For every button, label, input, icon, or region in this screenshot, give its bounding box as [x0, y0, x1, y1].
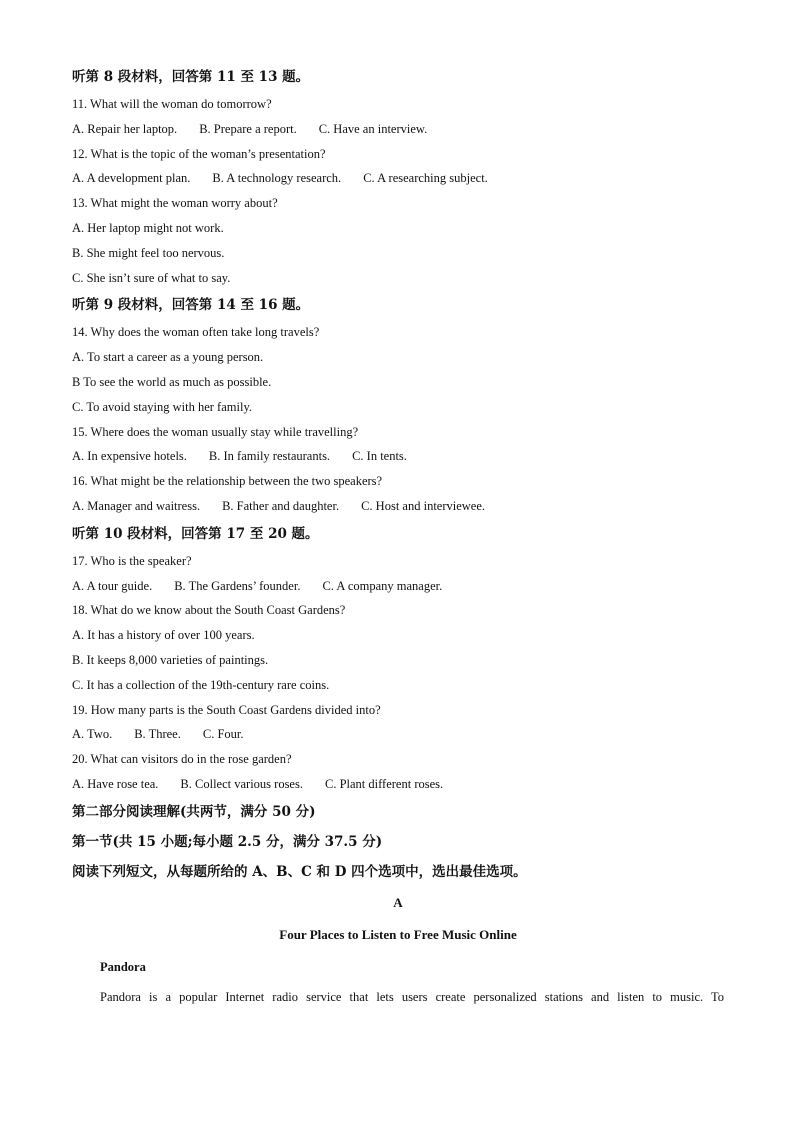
question-text: 20. What can visitors do in the rose garden?	[72, 752, 292, 767]
part-title: 第二部分阅读理解(共两节，满分 50 分)	[72, 803, 316, 820]
option-c: C. Four.	[202, 727, 244, 742]
option-b: B. Three.	[134, 727, 181, 742]
option-a: A. Manager and waitress.	[72, 498, 201, 513]
option-row	[72, 722, 724, 747]
option-b: B. Father and daughter.	[222, 498, 340, 513]
option-c: C. A researching subject.	[363, 171, 488, 186]
option-c: C. In tents.	[352, 449, 407, 464]
option-b: B. In family restaurants.	[208, 449, 331, 464]
question-text: 14. Why does the woman often take long travels?	[72, 325, 320, 340]
option-a: A. A tour guide.	[72, 578, 153, 593]
question-text: 19. How many parts is the South Coast Gardens divided into?	[72, 702, 381, 717]
subheading: Pandora	[100, 959, 146, 974]
passage-letter: A	[393, 894, 403, 910]
paragraph: Pandora is a popular Internet radio service that lets users create personalized stations and listen to music. To	[100, 989, 724, 1004]
exam-page	[72, 62, 724, 1011]
option-row	[72, 444, 724, 469]
option-b: B. She might feel too nervous.	[72, 245, 225, 260]
option-a: A. Her laptop might not work.	[72, 220, 224, 235]
option-c: C. A company manager.	[322, 578, 443, 593]
question-text: 15. Where does the woman usually stay while travelling?	[72, 424, 359, 439]
option-b: B. Collect various roses.	[180, 776, 303, 791]
option-c: C. To avoid staying with her family.	[72, 399, 253, 414]
option-c: C. Have an interview.	[318, 121, 428, 136]
question-text: 12. What is the topic of the woman’s presentation?	[72, 146, 326, 161]
option-a: A. In expensive hotels.	[72, 449, 187, 464]
question-text: 11. What will the woman do tomorrow?	[72, 97, 272, 111]
passage-title: Four Places to Listen to Free Music Online	[279, 926, 517, 942]
option-c: C. She isn’t sure of what to say.	[72, 270, 231, 285]
option-a: A. A development plan.	[72, 171, 191, 186]
option-row	[72, 166, 724, 191]
question-text: 17. Who is the speaker?	[72, 553, 192, 568]
option-c: C. Plant different roses.	[324, 776, 444, 791]
option-a: A. Repair her laptop.	[72, 121, 178, 136]
instruction: 阅读下列短文，从每题所给的 A、B、C 和 D 四个选项中，选出最佳选项。	[72, 863, 527, 880]
question-text: 16. What might be the relationship between the two speakers?	[72, 474, 383, 489]
option-a: A. It has a history of over 100 years.	[72, 628, 255, 643]
option-b: B To see the world as much as possible.	[72, 374, 272, 389]
question-text: 13. What might the woman worry about?	[72, 196, 278, 211]
option-b: B. It keeps 8,000 varieties of paintings.	[72, 652, 269, 667]
section-title: 第一节(共 15 小题;每小题 2.5 分，满分 37.5 分)	[72, 833, 383, 850]
option-b: B. Prepare a report.	[199, 121, 297, 136]
option-c: C. It has a collection of the 19th-century rare coins.	[72, 677, 330, 692]
option-a: A. Two.	[72, 727, 113, 742]
section-heading: 听第 8 段材料，回答第 11 至 13 题。	[72, 69, 310, 85]
option-row	[72, 574, 724, 599]
section-heading: 听第 9 段材料，回答第 14 至 16 题。	[72, 297, 310, 314]
option-c: C. Host and interviewee.	[361, 498, 486, 513]
option-b: B. The Gardens’ founder.	[174, 578, 301, 593]
option-a: A. Have rose tea.	[72, 776, 159, 791]
section-heading: 听第 10 段材料，回答第 17 至 20 题。	[72, 525, 319, 542]
option-b: B. A technology research.	[212, 171, 342, 186]
question-text: 18. What do we know about the South Coast Gardens?	[72, 603, 346, 618]
option-row	[72, 117, 724, 142]
option-row	[72, 494, 724, 519]
option-a: A. To start a career as a young person.	[72, 350, 264, 365]
option-row	[72, 772, 724, 797]
